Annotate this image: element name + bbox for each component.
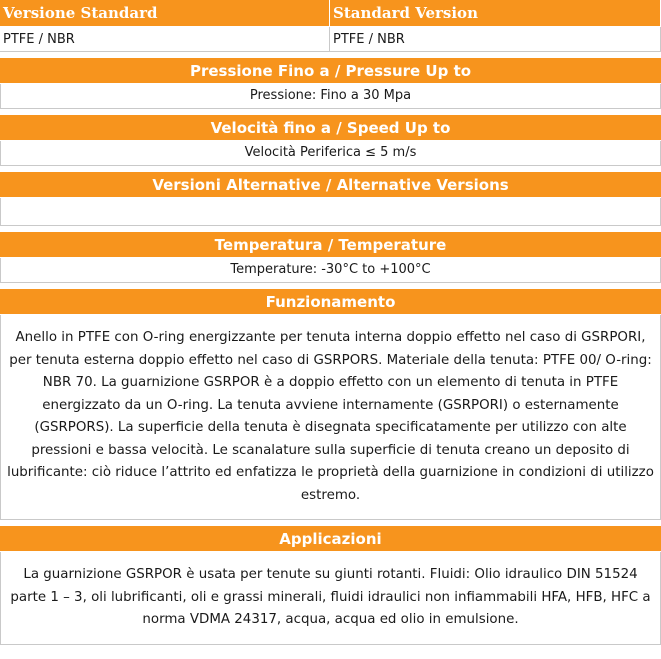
temperature-value: Temperature: -30°C to +100°C (0, 258, 661, 283)
alternatives-value (0, 198, 661, 226)
version-value-it: PTFE / NBR (0, 27, 330, 52)
pressure-value: Pressione: Fino a 30 Mpa (0, 84, 661, 109)
speed-heading: Velocità fino a / Speed Up to (0, 115, 661, 141)
pressure-heading: Pressione Fino a / Pressure Up to (0, 58, 661, 84)
version-value-en: PTFE / NBR (330, 27, 661, 52)
speed-value: Velocità Periferica ≤ 5 m/s (0, 141, 661, 166)
applications-heading: Applicazioni (0, 526, 661, 552)
version-header-en: Standard Version (330, 0, 661, 27)
version-header-row (0, 0, 661, 27)
operation-heading: Funzionamento (0, 289, 661, 315)
alternatives-heading: Versioni Alternative / Alternative Versions (0, 172, 661, 198)
operation-description: Anello in PTFE con O-ring energizzante per tenuta interna doppio effetto nel caso di GSRPORI, per tenuta esterna doppio effetto nel caso di GSRPORS. Materiale della tenuta: PTFE 00/ O-ring: NBR 70. La guarnizione GSRPOR è a doppio effetto con un elemento di tenuta in PTFE energizzato da un O-ring. La tenuta avviene internamente (GSRPORI) o esternamente (GSRPORS). La superficie della tenuta è disegnata specificatamente per utilizzo con alte pressioni e bassa velocità. Le scanalature sulla superficie di tenuta creano un deposito di lubrificante: ciò riduce l’attrito ed enfatizza le proprietà della guarnizione in condizioni di utilizzo estremo. (0, 315, 661, 520)
applications-description: La guarnizione GSRPOR è usata per tenute su giunti rotanti. Fluidi: Olio idraulico DIN 51524 parte 1 – 3, oli lubrificanti, oli e grassi minerali, fluidi idraulici non infiammabili HFA, HFB, HFC a norma VDMA 24317, acqua, acqua ed olio in emulsione. (0, 552, 661, 645)
version-value-row (0, 27, 661, 52)
temperature-heading: Temperatura / Temperature (0, 232, 661, 258)
version-header-it: Versione Standard (0, 0, 330, 27)
